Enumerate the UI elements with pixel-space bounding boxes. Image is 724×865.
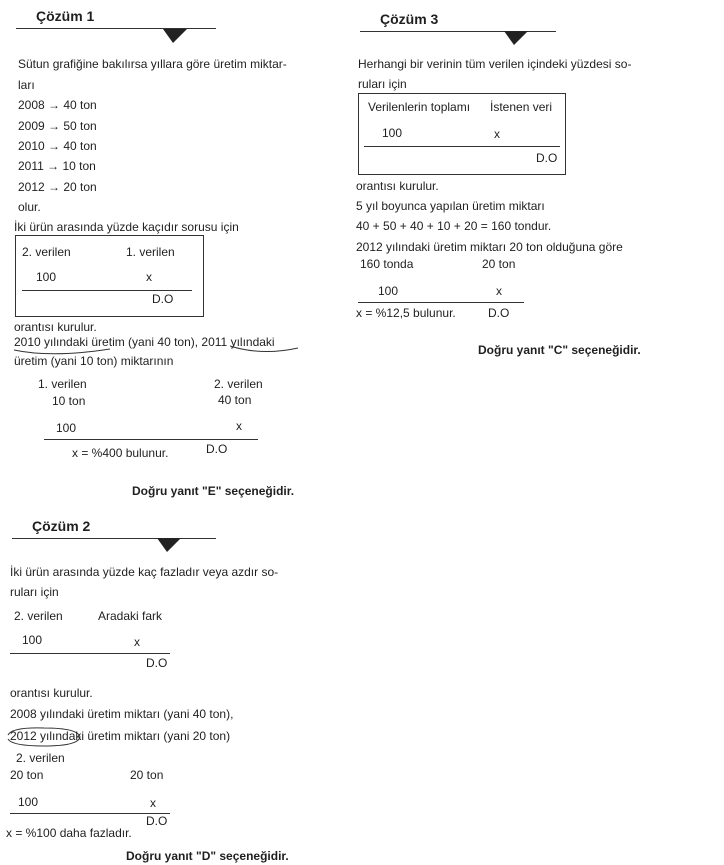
cozum1-data-line: 2008 → 40 ton (18, 98, 97, 112)
cozum3-title: Çözüm 3 (380, 11, 439, 27)
cozum2-kurulur: orantısı kurulur. (10, 686, 93, 700)
cozum3-line4-left: 160 tonda (360, 257, 414, 271)
cozum3-line3: 2012 yılındaki üretim miktarı 20 ton olduğuna göre (356, 240, 623, 254)
cozum1-intro-line2: ları (18, 78, 35, 92)
cozum1-box-left: 2. verilen (22, 245, 71, 259)
cozum3-box-do: D.O (536, 151, 558, 165)
cozum1-col1-label: 1. verilen (38, 377, 87, 391)
cozum2-head-left: 2. verilen (14, 609, 63, 623)
cozum1-col2-val: 40 ton (218, 393, 252, 407)
cozum2-row2-100: 100 (18, 795, 39, 809)
cozum2-row-rule (10, 653, 170, 654)
cozum1-row-rule (44, 439, 258, 440)
cozum1-expl2: üretim (yani 10 ton) miktarının (14, 354, 174, 368)
cozum1-result: x = %400 bulunur. (72, 446, 169, 460)
cozum3-kurulur: orantısı kurulur. (356, 179, 439, 193)
cozum2-expl1: 2008 yılındaki üretim miktarı (yani 40 ton), (10, 707, 234, 721)
cozum2-intro-line1: İki ürün arasında yüzde kaç fazladır veya azdır so- (10, 565, 279, 579)
cozum1-question: İki ürün arasında yüzde kaçıdır sorusu için (14, 220, 239, 234)
cozum1-result-do: D.O (206, 442, 228, 456)
cozum1-answer: Doğru yanıt "E" seçeneğidir. (132, 484, 295, 498)
cozum1-data-line: 2012 → 20 ton (18, 180, 97, 194)
cozum3-row-rule (358, 302, 524, 303)
cozum3-box-100: 100 (382, 126, 403, 140)
cozum3-line1: 5 yıl boyunca yapılan üretim miktarı (356, 199, 545, 213)
cozum1-box-do: D.O (152, 292, 174, 306)
cozum2-flag-icon (157, 538, 181, 552)
cozum3-row-100: 100 (378, 284, 399, 298)
cozum3-intro-line2: ruları için (358, 77, 407, 91)
cozum3-result: x = %12,5 bulunur. (356, 306, 456, 320)
cozum1-box-rule (22, 290, 192, 291)
cozum2-circle-curve (4, 725, 84, 749)
cozum3-intro-line1: Herhangi bir verinin tüm verilen içindeki yüzdesi so- (358, 57, 632, 71)
cozum3-flag-icon (504, 31, 528, 45)
cozum2-row-do: D.O (146, 656, 168, 670)
cozum1-flag-icon (163, 29, 187, 43)
cozum3-row-x: x (496, 284, 502, 298)
cozum1-box-x: x (146, 270, 152, 284)
cozum2-result: x = %100 daha fazladır. (6, 826, 132, 840)
cozum3-answer: Doğru yanıt "C" seçeneğidir. (478, 343, 641, 357)
cozum1-box-100: 100 (36, 270, 57, 284)
cozum2-col-val: 20 ton (10, 768, 44, 782)
cozum1-data-line: 2010 → 40 ton (18, 139, 97, 153)
cozum1-kurulur: orantısı kurulur. (14, 320, 97, 334)
cozum1-box-right: 1. verilen (126, 245, 175, 259)
cozum3-line4-right: 20 ton (482, 257, 516, 271)
cozum2-row-100: 100 (22, 633, 43, 647)
cozum1-row-100: 100 (56, 421, 77, 435)
cozum1-expl1: 2010 yılındaki üretim (yani 40 ton), 2011 yılındaki (14, 335, 275, 349)
cozum2-title: Çözüm 2 (32, 518, 91, 534)
cozum2-row-x: x (134, 635, 140, 649)
cozum1-col2-label: 2. verilen (214, 377, 263, 391)
cozum2-expl2: 2012 yılındaki üretim miktarı (yani 20 ton) (10, 729, 231, 743)
cozum2-answer: Doğru yanıt "D" seçeneğidir. (126, 849, 289, 863)
cozum2-row2-x: x (150, 796, 156, 810)
cozum3-box-rule (364, 146, 560, 147)
cozum2-title-rule (12, 538, 216, 539)
cozum2-head-right: Aradaki fark (98, 609, 163, 623)
cozum3-result-do: D.O (488, 306, 510, 320)
cozum3-line2: 40 + 50 + 40 + 10 + 20 = 160 tondur. (356, 219, 552, 233)
cozum3-box-right: İstenen veri (490, 100, 553, 114)
cozum3-box-left: Verilenlerin toplamı (368, 100, 471, 114)
cozum2-col-label: 2. verilen (16, 751, 65, 765)
cozum2-row2-do: D.O (146, 814, 168, 828)
cozum1-title: Çözüm 1 (36, 8, 95, 24)
cozum1-data-line: 2011 → 10 ton (18, 159, 96, 173)
cozum1-row-x: x (236, 419, 242, 433)
cozum1-olur: olur. (18, 200, 41, 214)
cozum2-intro-line2: ruları için (10, 585, 59, 599)
cozum1-intro-line1: Sütun grafiğine bakılırsa yıllara göre üretim miktar- (18, 57, 287, 71)
cozum1-col1-val: 10 ton (52, 394, 86, 408)
cozum2-col-val2: 20 ton (130, 768, 164, 782)
cozum1-data-line: 2009 → 50 ton (18, 119, 97, 133)
cozum3-box-x: x (494, 127, 500, 141)
